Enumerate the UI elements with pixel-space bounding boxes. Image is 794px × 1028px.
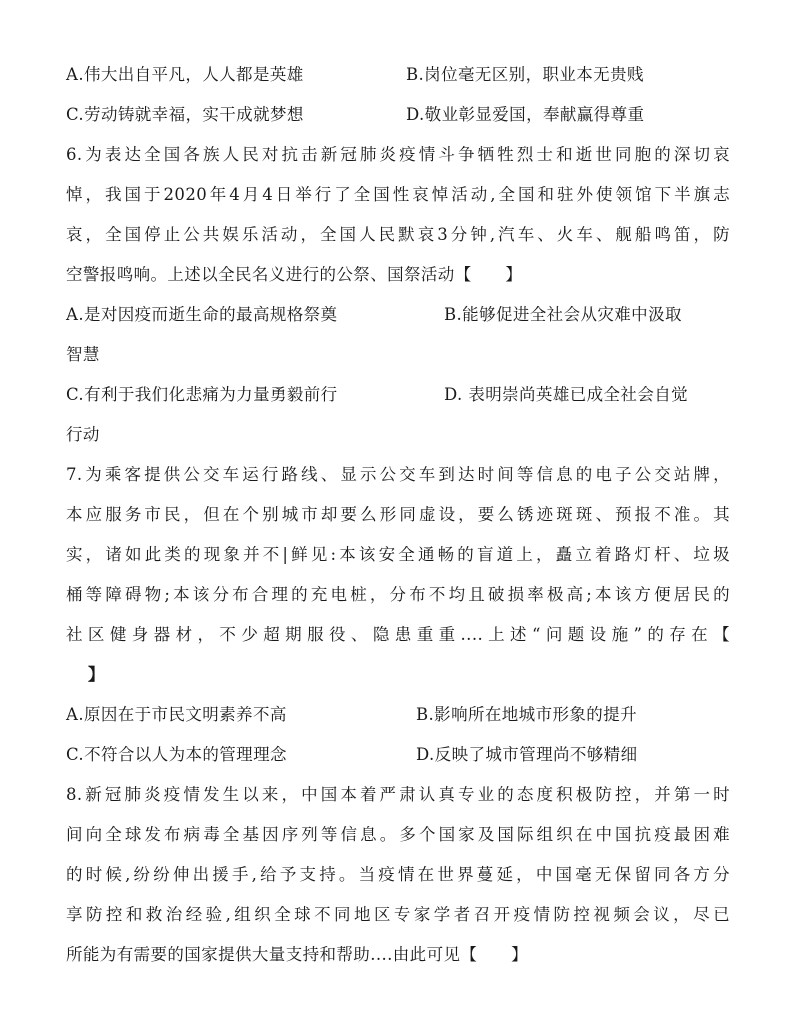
q5-option-d[interactable]: D.敬业彰显爱国，奉献赢得尊重 [406,105,645,124]
q6-options-row-2 [66,380,730,420]
q7-options-row-2 [66,740,730,780]
q6-option-a[interactable]: A.是对因疫而逝生命的最高规格祭奠 [66,305,338,324]
q7-stem-line-1: 7.为乘客提供公交车运行路线、显示公交车到达时间等信息的电子公交站牌， [66,465,730,484]
q7-option-a[interactable]: A.原因在于市民文明素养不高 [66,705,287,724]
q7-option-d[interactable]: D.反映了城市管理尚不够精细 [416,745,638,764]
q5-option-a[interactable]: A.伟大出自平凡，人人都是英雄 [66,65,304,84]
q6-stem-line-4: 空警报鸣响。上述以全民名义进行的公祭、国祭活动【 】 [66,265,523,284]
q6-options-row-1 [66,300,730,340]
q7-answer-bracket-close: 】 [88,665,105,684]
q5-options-row-2 [66,100,730,140]
q7-stem-line-4: 桶等障碍物;本该分布合理的充电桩，分布不均且破损率极高;本该方便居民的 [66,585,730,604]
q6-option-d[interactable]: D. 表明崇尚英雄已成全社会自觉 [444,385,689,404]
q8-stem-line-1: 8.新冠肺炎疫情发生以来，中国本着严肃认真专业的态度积极防控，并第一时 [66,785,730,804]
q7-option-b[interactable]: B.影响所在地城市形象的提升 [416,705,637,724]
q6-option-b-continued: 智慧 [66,345,100,364]
q6-stem-line-2: 悼，我国于2020年4月4日举行了全国性哀悼活动,全国和驻外使领馆下半旗志 [66,185,730,204]
q8-stem-line-2: 间向全球发布病毒全基因序列等信息。多个国家及国际组织在中国抗疫最困难 [66,825,730,844]
q8-stem-line-4: 享防控和救治经验,组织全球不同地区专家学者召开疫情防控视频会议，尽已 [66,905,730,924]
q6-option-b[interactable]: B.能够促进全社会从灾难中汲取 [444,305,682,324]
q7-stem-line-2: 本应服务市民，但在个别城市却要么形同虚设，要么锈迹斑斑、预报不准。其 [66,505,730,524]
q6-option-c[interactable]: C.有利于我们化悲痛为力量勇毅前行 [66,385,338,404]
q5-option-b[interactable]: B.岗位毫无区别，职业本无贵贱 [406,65,644,84]
q8-stem-line-3: 的时候,纷纷伸出援手,给予支持。当疫情在世界蔓延，中国毫无保留同各方分 [66,865,730,884]
q6-option-d-continued: 行动 [66,425,100,444]
q6-stem-line-3: 哀，全国停止公共娱乐活动，全国人民默哀3分钟,汽车、火车、舰船鸣笛，防 [66,225,730,244]
exam-page [66,60,730,980]
q7-option-c[interactable]: C.不符合以人为本的管理理念 [66,745,287,764]
q8-stem-line-5: 所能为有需要的国家提供大量支持和帮助....由此可见【 】 [66,945,528,964]
q7-stem-line-3: 实，诸如此类的现象并不|鲜见:本该安全通畅的盲道上，矗立着路灯杆、垃圾 [66,545,730,564]
q5-option-c[interactable]: C.劳动铸就幸福，实干成就梦想 [66,105,304,124]
q5-options-row-1 [66,60,730,100]
q6-stem-line-1: 6.为表达全国各族人民对抗击新冠肺炎疫情斗争牺牲烈士和逝世同胞的深切哀 [66,145,730,164]
q7-stem-line-5: 社区健身器材，不少超期服役、隐患重重....上述“问题设施”的存在【 [66,625,730,644]
q7-options-row-1 [66,700,730,740]
